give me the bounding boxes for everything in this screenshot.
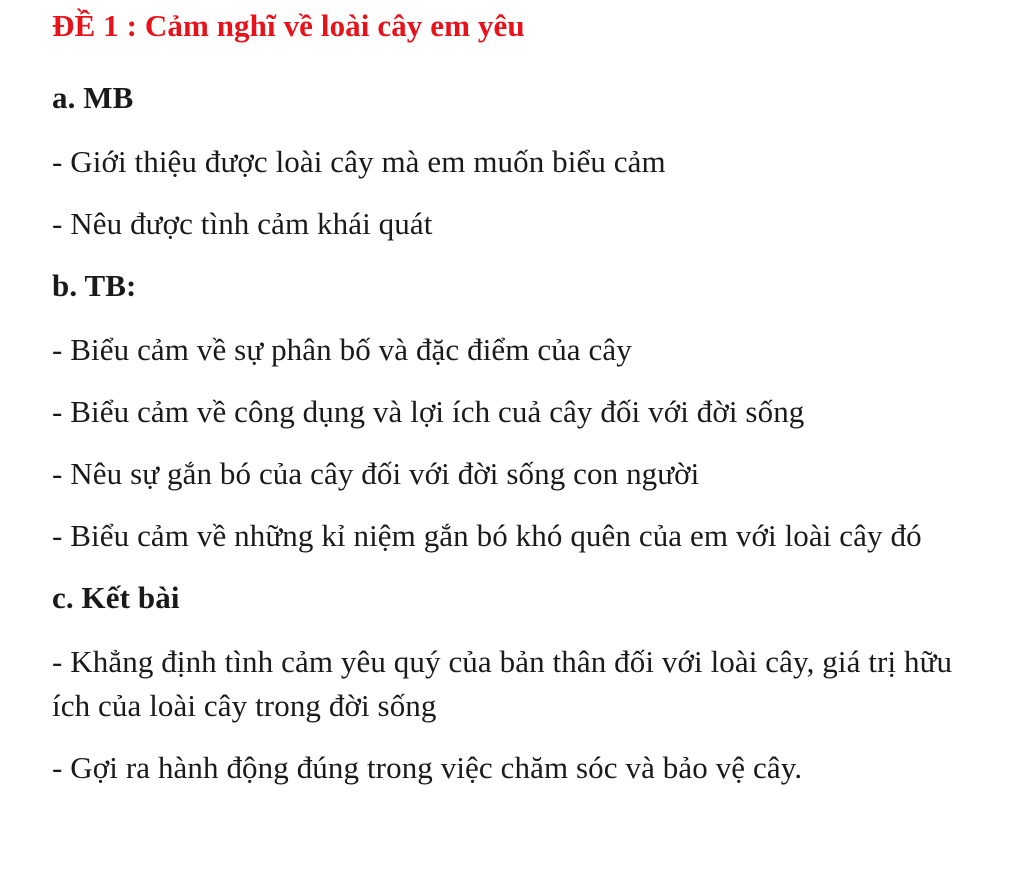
list-item: - Biểu cảm về công dụng và lợi ích cuả cây đối với đời sống: [52, 394, 805, 430]
page-title: [52, 4, 978, 48]
list-item: - Nêu sự gắn bó của cây đối với đời sống con người: [52, 456, 700, 492]
list-item: - Khẳng định tình cảm yêu quý của bản thân đối với loài cây, giá trị hữu ích của loài cây trong đời sống: [52, 644, 953, 724]
list-item: - Biểu cảm về những kỉ niệm gắn bó khó quên của em với loài cây đó: [52, 518, 922, 554]
list-item: - Biểu cảm về sự phân bố và đặc điểm của cây: [52, 332, 632, 368]
section-heading-mb: a. MB: [52, 80, 134, 116]
page-title-text: Cảm nghĩ về loài cây em yêu: [144, 8, 525, 43]
section-heading-tb: b. TB:: [52, 268, 137, 304]
list-item: - Gợi ra hành động đúng trong việc chăm sóc và bảo vệ cây.: [52, 750, 803, 786]
list-item: - Giới thiệu được loài cây mà em muốn biểu cảm: [52, 144, 666, 180]
list-item: - Nêu được tình cảm khái quát: [52, 206, 433, 242]
section-heading-ket-bai: c. Kết bài: [52, 580, 180, 616]
page-title-prefix: ĐỀ 1 :: [52, 8, 137, 43]
